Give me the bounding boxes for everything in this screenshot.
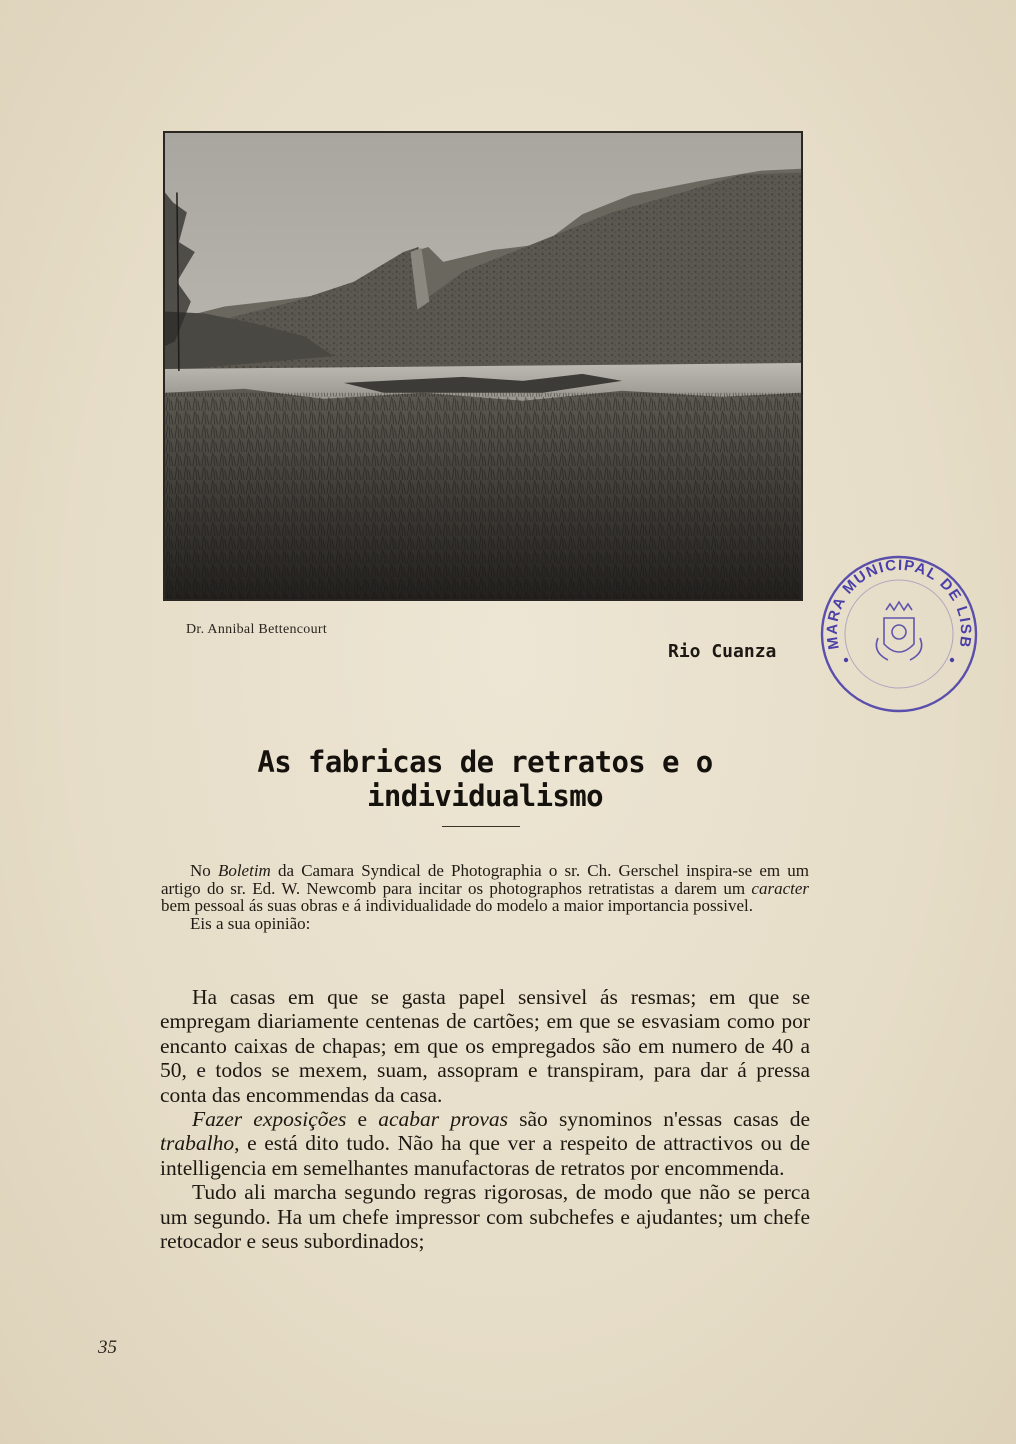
photo-credit: Dr. Annibal Bettencourt bbox=[186, 622, 328, 637]
page-number: 35 bbox=[98, 1337, 117, 1358]
landscape-photograph bbox=[163, 131, 803, 601]
intro-paragraph-opinion: Eis a sua opinião: bbox=[190, 913, 311, 933]
intro-text: bem pessoal ás suas obras e á individualidade do modelo a maior importancia possivel. bbox=[161, 896, 754, 915]
photo-caption: Rio Cuanza bbox=[668, 641, 777, 662]
stamp-seal-icon bbox=[816, 548, 982, 714]
body-text: são synominos n'essas casas de bbox=[508, 1107, 810, 1132]
body-italic-acabar-provas: acabar provas bbox=[378, 1107, 509, 1132]
river-landscape-image bbox=[165, 133, 801, 599]
intro-italic-caracter: caracter bbox=[751, 878, 809, 898]
body-text: , e está dito tudo. Não ha que ver a respeito de attractivos ou de intelligencia em semelhantes manufactoras de retratos por encommenda. bbox=[160, 1131, 810, 1180]
body-paragraph-1: Ha casas em que se gasta papel sensivel ás resmas; em que se empregam diariamente centenas de cartões; em que se esvasiam como por encanto caixas de chapas; em que os empregados são em numero de 40 a 50, e todos se mexem, suam, assopram e transpiram, para dar á pressa conta das encommendas da casa. bbox=[160, 985, 810, 1107]
intro-paragraph bbox=[161, 862, 809, 915]
municipal-library-stamp bbox=[816, 548, 982, 714]
body-text: e bbox=[346, 1107, 379, 1132]
svg-text:CÂMARA MUNICIPAL DE LISBOA: MARA MUNICIPAL DE LISB bbox=[823, 556, 975, 651]
intro-text: da Camara Syndical de Photographia o sr. Ch. Gerschel inspira-se em um artigo do sr. Ed. W. Newcomb para incitar os photographos retratistas a darem um bbox=[161, 861, 809, 898]
body-italic-fazer-exposicoes: Fazer exposições bbox=[192, 1107, 347, 1132]
article-intro bbox=[161, 862, 809, 932]
title-divider bbox=[442, 826, 520, 827]
body-paragraph-3: Tudo ali marcha segundo regras rigorosas, de modo que não se perca um segundo. Ha um chefe impressor com subchefes e ajudantes; um chefe retocador e seus subordinados; bbox=[160, 1180, 810, 1254]
body-italic-trabalho: trabalho bbox=[160, 1131, 235, 1156]
article-title: As fabricas de retratos e o individualismo bbox=[257, 745, 713, 813]
article-body bbox=[160, 985, 810, 1253]
intro-italic-boletim: Boletim bbox=[217, 861, 271, 880]
intro-text: No bbox=[190, 861, 218, 880]
body-paragraph-2 bbox=[160, 1107, 810, 1180]
